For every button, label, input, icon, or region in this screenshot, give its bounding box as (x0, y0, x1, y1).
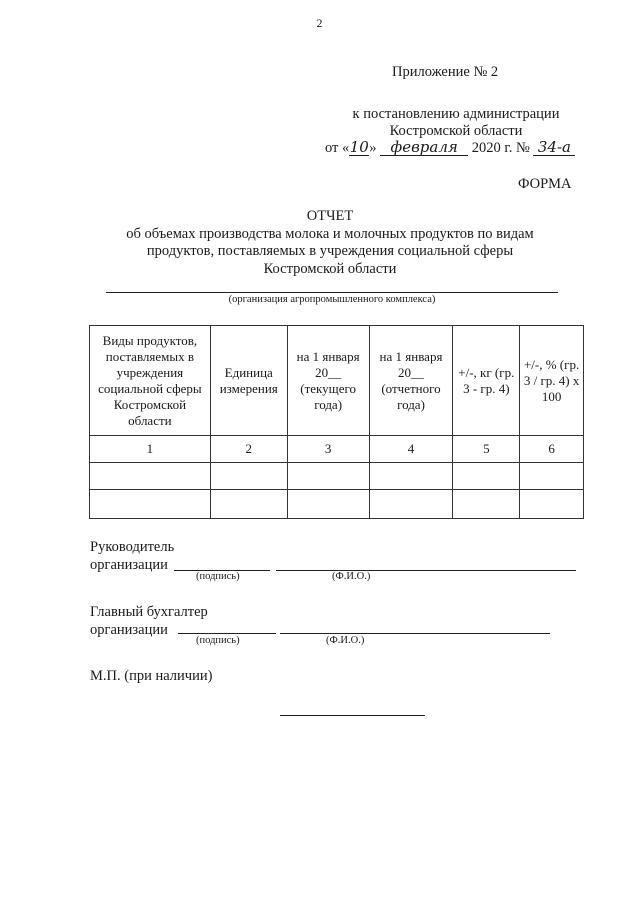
header-unit: Единица измерения (210, 326, 287, 436)
decree-date-line (325, 140, 575, 157)
accountant-name-caption: (Ф.И.О.) (326, 635, 365, 646)
appendix-label: Приложение № 2 (392, 64, 499, 80)
accountant-label-line-2: организации (90, 622, 168, 638)
head-signature-caption: (подпись) (196, 571, 240, 582)
empty-cell[interactable] (369, 490, 453, 519)
column-number: 1 (90, 436, 211, 463)
column-number: 2 (210, 436, 287, 463)
column-number-row (90, 436, 584, 463)
column-number: 5 (453, 436, 520, 463)
form-label: ФОРМА (518, 176, 572, 192)
empty-cell[interactable] (520, 490, 584, 519)
head-name-caption: (Ф.И.О.) (332, 571, 371, 582)
decree-line-2: Костромской области (389, 123, 523, 139)
empty-cell[interactable] (520, 463, 584, 490)
stamp-place-label: М.П. (при наличии) (90, 668, 213, 684)
decree-reference (330, 106, 582, 140)
empty-cell[interactable] (369, 463, 453, 490)
table-row[interactable] (90, 490, 584, 519)
accountant-label-line-1: Главный бухгалтер (90, 604, 208, 620)
empty-cell[interactable] (210, 490, 287, 519)
empty-cell[interactable] (287, 490, 369, 519)
accountant-name-line[interactable] (280, 633, 550, 634)
title-line-2: продуктов, поставляемых в учреждения социальной сферы (146, 243, 514, 259)
report-table (89, 325, 584, 519)
page-number: 2 (316, 16, 323, 30)
handwritten-decree-number: 34-а (533, 140, 575, 156)
title-heading: ОТЧЕТ (306, 208, 354, 224)
column-number: 3 (287, 436, 369, 463)
head-name-line[interactable] (276, 570, 576, 571)
table-header-row (90, 326, 584, 436)
title-line-1: об объемах производства молока и молочных продуктов по видам (126, 225, 534, 242)
column-number: 6 (520, 436, 584, 463)
organization-blank-line[interactable] (106, 292, 558, 293)
column-number: 4 (369, 436, 453, 463)
handwritten-day: 10 (349, 138, 369, 156)
table-row[interactable] (90, 463, 584, 490)
empty-cell[interactable] (90, 463, 211, 490)
report-title (90, 208, 570, 278)
accountant-signature-line[interactable] (178, 633, 276, 634)
bottom-signature-line (280, 715, 425, 716)
header-product-types: Виды продуктов, поставляемых в учреждения социальной сферы Костромской области (90, 326, 211, 436)
header-current-year: на 1 января 20__ (текущего года) (287, 326, 369, 436)
handwritten-month: февраля (380, 140, 468, 156)
head-label-line-1: Руководитель (90, 539, 175, 555)
empty-cell[interactable] (287, 463, 369, 490)
decree-year-number-label: 2020 г. № (471, 140, 530, 156)
header-reporting-year: на 1 января 20__ (отчетного года) (369, 326, 453, 436)
empty-cell[interactable] (90, 490, 211, 519)
empty-cell[interactable] (453, 463, 520, 490)
empty-cell[interactable] (210, 463, 287, 490)
date-close-quote: » (369, 140, 377, 156)
date-prefix: от « (325, 140, 350, 156)
empty-cell[interactable] (453, 490, 520, 519)
header-diff-kg: +/-, кг (гр. 3 - гр. 4) (453, 326, 520, 436)
header-diff-percent: +/-, % (гр. 3 / гр. 4) х 100 (520, 326, 584, 436)
head-label-line-2: организации (90, 557, 168, 573)
organization-caption: (организация агропромышленного комплекса) (228, 294, 436, 305)
accountant-signature-caption: (подпись) (196, 635, 240, 646)
title-line-3: Костромской области (263, 260, 397, 277)
decree-line-1: к постановлению администрации (352, 106, 560, 122)
